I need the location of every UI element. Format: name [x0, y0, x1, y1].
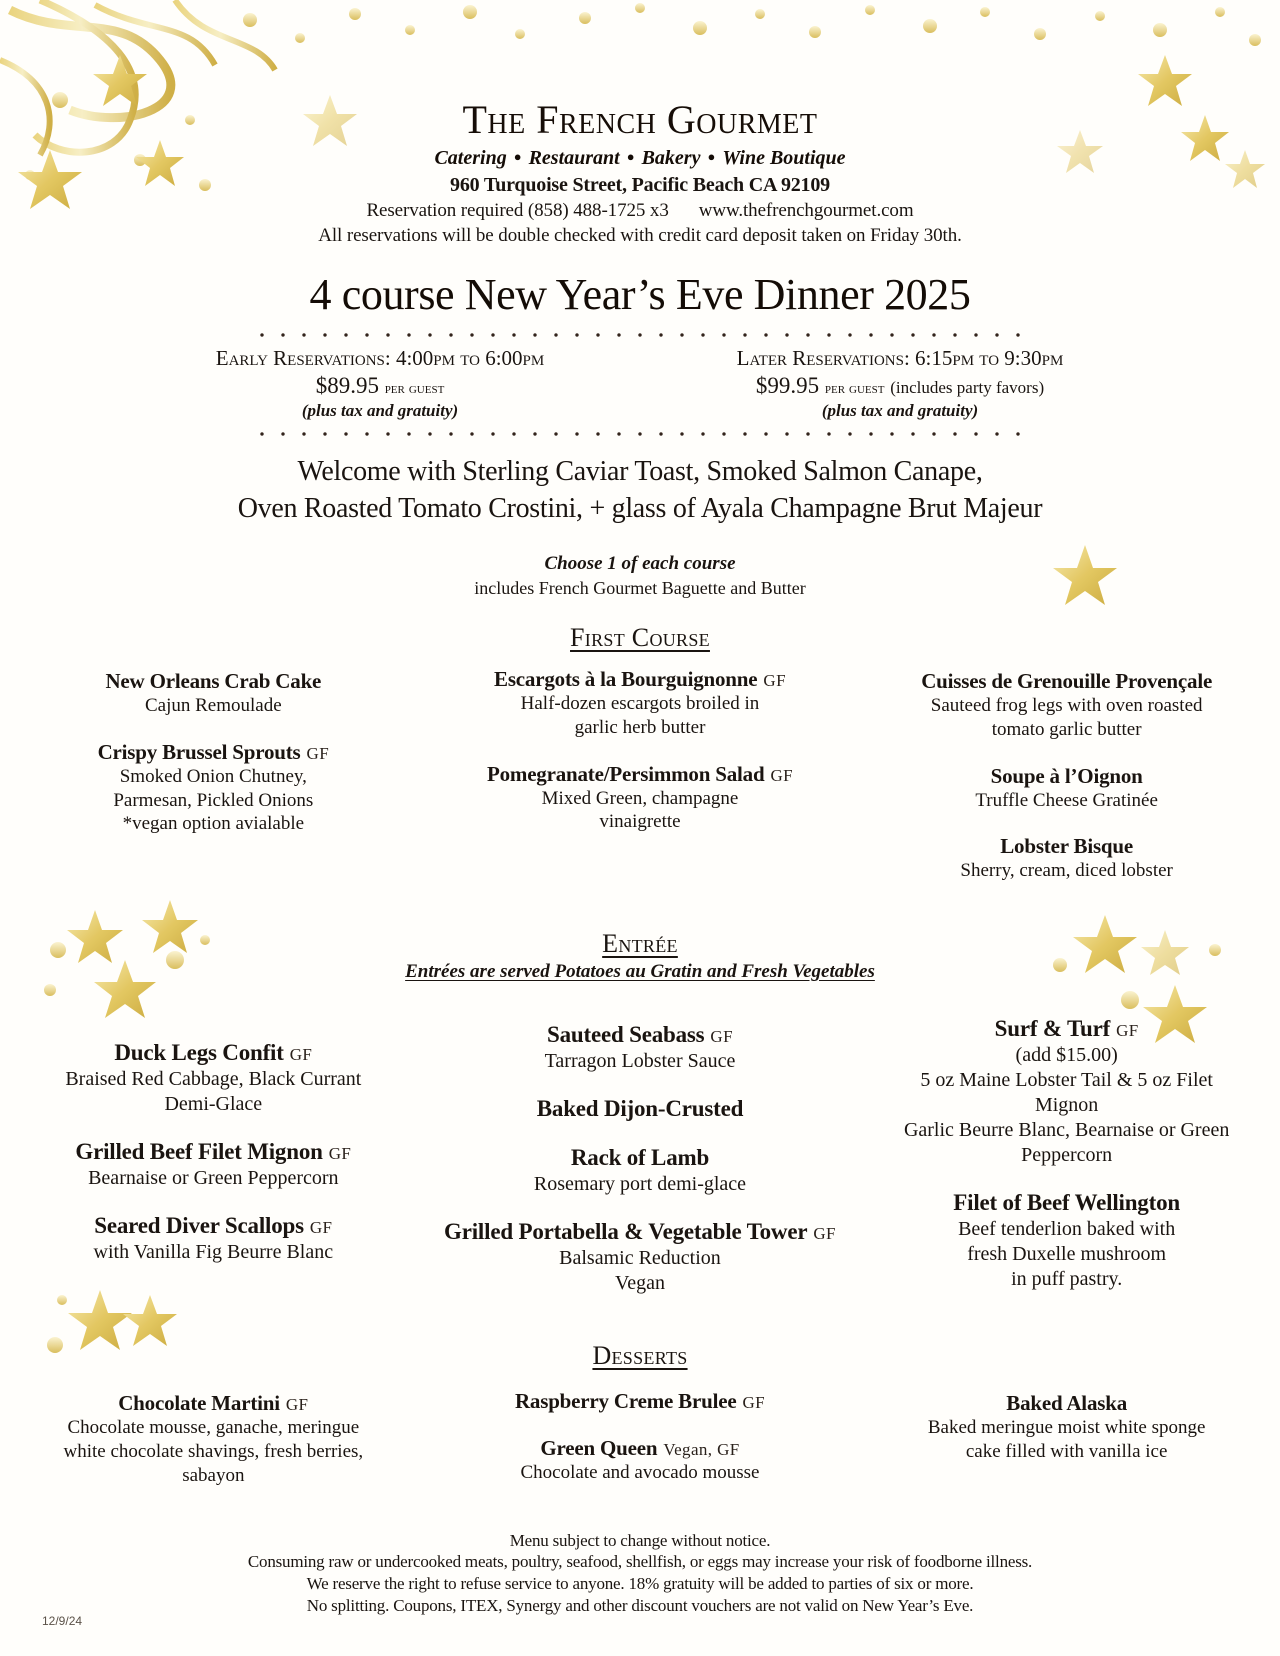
menu-item[interactable]	[433, 1218, 848, 1295]
menu-item[interactable]	[859, 669, 1274, 741]
course-column	[427, 667, 854, 904]
course-section	[0, 623, 1280, 904]
early-price-unit: per guest	[384, 380, 445, 397]
course-column	[0, 997, 427, 1318]
date-stamp: 12/9/24	[42, 1614, 83, 1628]
menu-item-description: Vegan	[614, 1272, 665, 1295]
menu-item-description: Half-dozen escargots broiled in	[520, 693, 760, 715]
welcome-section	[0, 453, 1280, 527]
later-price-extra: (includes party favors)	[890, 378, 1045, 397]
menu-item-description: cake filled with vanilla ice	[965, 1441, 1168, 1463]
menu-item-description: Cajun Remoulade	[144, 695, 282, 717]
menu-item[interactable]	[6, 1138, 421, 1190]
menu-item-description: Sherry, cream, diced lobster	[960, 860, 1173, 882]
reservations-section	[0, 346, 1280, 421]
later-price-unit: per guest	[824, 380, 885, 397]
welcome-line-2: Oven Roasted Tomato Crostini, + glass of Ayala Champagne Brut Majeur	[237, 493, 1043, 525]
menu-item-name	[433, 1144, 848, 1171]
course-heading: Entrée	[602, 928, 678, 958]
course-column	[853, 667, 1280, 904]
menu-item-name	[859, 669, 1274, 694]
service-bakery: Bakery	[641, 147, 701, 169]
menu-item[interactable]	[6, 1039, 421, 1116]
menu-item-title: Seared Diver Scallops	[94, 1213, 304, 1239]
menu-item[interactable]	[859, 834, 1274, 883]
menu-item-description: in puff pastry.	[1011, 1268, 1123, 1291]
dietary-badge: GF	[742, 1393, 765, 1413]
dietary-badge: Vegan, GF	[663, 1440, 740, 1460]
restaurant-header	[0, 0, 1280, 247]
course-column	[853, 1385, 1280, 1509]
later-reservation-price	[685, 373, 1115, 399]
menu-item[interactable]	[6, 1212, 421, 1264]
early-price-amount: $89.95	[315, 373, 379, 398]
menu-item-description: white chocolate shavings, fresh berries,	[63, 1441, 364, 1463]
menu-item[interactable]	[433, 1389, 848, 1414]
menu-item-description: (add $15.00)	[1015, 1044, 1118, 1067]
menu-item[interactable]	[433, 1436, 848, 1485]
menu-item-description: Tarragon Lobster Sauce	[544, 1050, 736, 1073]
footer-line: Consuming raw or undercooked meats, poultry, seafood, shellfish, or eggs may increase your risk of foodborne illness.	[247, 1552, 1033, 1572]
dietary-badge: GF	[289, 1044, 313, 1064]
menu-item-description: Chocolate and avocado mousse	[520, 1461, 760, 1483]
menu-item-name	[6, 1212, 421, 1239]
menu-item-title: Pomegranate/Persimmon Salad	[486, 761, 765, 786]
dietary-badge: GF	[328, 1144, 352, 1164]
menu-item[interactable]	[433, 1144, 848, 1196]
deposit-note: All reservations will be double checked with credit card deposit taken on Friday 30th.	[318, 225, 962, 246]
menu-item-title: Chocolate Martini	[118, 1391, 280, 1416]
menu-item-description: fresh Duxelle mushroom	[967, 1243, 1167, 1266]
dietary-badge: GF	[306, 744, 330, 764]
menu-item-title: Cuisses de Grenouille Provençale	[921, 669, 1213, 694]
menu-item-description: Baked meringue moist white sponge	[927, 1417, 1206, 1439]
menu-item-name	[6, 1039, 421, 1066]
dietary-badge: GF	[813, 1224, 836, 1244]
menu-item-title: Baked Dijon-Crusted	[536, 1096, 744, 1122]
menu-item[interactable]	[859, 764, 1274, 813]
menu-item-description: Bearnaise or Green Peppercorn	[88, 1167, 339, 1190]
early-reservation-label: Early Reservations: 4:00pm to 6:00pm	[215, 346, 545, 370]
bullet-separator-3: ●	[707, 149, 716, 164]
menu-item-name	[433, 1021, 848, 1048]
dietary-badge: GF	[1116, 1020, 1139, 1040]
course-columns	[0, 997, 1280, 1318]
course-section	[0, 1341, 1280, 1509]
menu-item-description: garlic herb butter	[574, 717, 706, 739]
course-heading: First Course	[570, 623, 710, 653]
footer-line: No splitting. Coupons, ITEX, Synergy and other discount vouchers are not valid on New Year’s Eve.	[306, 1595, 974, 1615]
menu-item-description: Mixed Green, champagne	[541, 787, 739, 809]
menu-item-name	[859, 1189, 1274, 1216]
menu-item-title: New Orleans Crab Cake	[105, 669, 322, 694]
dotted-divider-bottom	[250, 431, 1030, 437]
service-wine-boutique: Wine Boutique	[722, 147, 846, 169]
dietary-badge: GF	[309, 1218, 333, 1238]
later-reservation-block	[685, 346, 1115, 421]
reservation-phone: Reservation required (858) 488-1725 x3	[366, 200, 669, 221]
menu-item[interactable]	[6, 669, 421, 718]
course-column	[853, 997, 1280, 1318]
menu-item-name	[433, 1218, 848, 1245]
menu-item-title: Raspberry Creme Brulee	[514, 1389, 737, 1414]
dietary-badge: GF	[710, 1026, 733, 1046]
menu-item-name	[6, 1138, 421, 1165]
menu-item-description: Braised Red Cabbage, Black Currant	[65, 1068, 362, 1091]
bullet-separator-1: ●	[513, 149, 522, 164]
legal-footer	[0, 1530, 1280, 1617]
course-subheading: Entrées are served Potatoes au Gratin and Fresh Vegetables	[405, 960, 875, 982]
choose-instruction: Choose 1 of each course	[544, 553, 736, 575]
bullet-separator-2: ●	[626, 149, 635, 164]
menu-item[interactable]	[433, 667, 848, 739]
service-restaurant: Restaurant	[528, 147, 620, 169]
menu-item-description: Chocolate mousse, ganache, meringue	[67, 1417, 360, 1439]
welcome-line-1: Welcome with Sterling Caviar Toast, Smoked Salmon Canape,	[297, 456, 983, 487]
early-reservation-note: (plus tax and gratuity)	[301, 401, 459, 420]
menu-item[interactable]	[859, 1391, 1274, 1463]
menu-item-description: Sauteed frog legs with oven roasted	[930, 695, 1203, 717]
menu-item[interactable]	[6, 740, 421, 836]
menu-item[interactable]	[433, 762, 848, 834]
menu-item-name	[859, 834, 1274, 859]
reservation-contact	[0, 200, 1280, 222]
menu-item-name	[859, 1015, 1274, 1042]
menu-item-title: Sauteed Seabass	[547, 1021, 705, 1047]
includes-note: includes French Gourmet Baguette and Butter	[474, 578, 806, 599]
menu-item-name	[859, 1391, 1274, 1416]
menu-item-title: Rack of Lamb	[570, 1145, 710, 1171]
brand-name: The French Gourmet	[462, 97, 818, 142]
menu-item-description: Balsamic Reduction	[559, 1247, 721, 1270]
menu-item-title: Grilled Beef Filet Mignon	[75, 1139, 323, 1165]
early-reservation-price	[165, 373, 595, 399]
dietary-badge: GF	[285, 1395, 309, 1415]
menu-item[interactable]	[6, 1391, 421, 1487]
menu-item-description: 5 oz Maine Lobster Tail & 5 oz Filet	[920, 1069, 1213, 1092]
page-title: 4 course New Year’s Eve Dinner 2025	[309, 270, 971, 319]
later-reservation-note: (plus tax and gratuity)	[821, 401, 979, 420]
menu-item-description: with Vanilla Fig Beurre Blanc	[93, 1241, 334, 1264]
menu-item-title: Baked Alaska	[1006, 1391, 1127, 1416]
menu-item-title: Duck Legs Confit	[114, 1039, 284, 1065]
menu-item-title: Escargots à la Bourguignonne	[494, 667, 758, 692]
courses-container	[0, 623, 1280, 1509]
course-section	[0, 929, 1280, 1318]
course-heading: Desserts	[592, 1341, 688, 1371]
menu-item-description: *vegan option avialable	[122, 813, 305, 835]
menu-item-description: Rosemary port demi-glace	[533, 1173, 747, 1196]
menu-item-title: Filet of Beef Wellington	[953, 1190, 1180, 1216]
menu-item-description: Peppercorn	[1021, 1144, 1113, 1167]
menu-item-title: Lobster Bisque	[1000, 834, 1134, 859]
menu-item-description: tomato garlic butter	[991, 719, 1142, 741]
menu-item-name	[6, 669, 421, 694]
course-columns	[0, 1385, 1280, 1509]
menu-item-name	[6, 1391, 421, 1416]
course-column	[427, 1385, 854, 1509]
address: 960 Turquoise Street, Pacific Beach CA 92109	[450, 174, 830, 196]
menu-item-title: Green Queen	[540, 1436, 658, 1461]
later-reservation-label: Later Reservations: 6:15pm to 9:30pm	[736, 346, 1064, 370]
menu-item[interactable]	[859, 1015, 1274, 1167]
later-price-amount: $99.95	[755, 373, 820, 398]
dietary-badge: GF	[770, 765, 793, 785]
dietary-badge: GF	[763, 671, 786, 691]
menu-item-description: vinaigrette	[599, 811, 681, 833]
menu-item[interactable]	[433, 1021, 848, 1073]
menu-item[interactable]	[859, 1189, 1274, 1291]
brand-services	[0, 147, 1280, 170]
course-column	[427, 997, 854, 1318]
menu-item-description: Smoked Onion Chutney,	[119, 765, 307, 787]
menu-item-name	[433, 1095, 848, 1122]
early-reservation-block	[165, 346, 595, 421]
menu-item-description: Garlic Beurre Blanc, Bearnaise or Green	[903, 1119, 1230, 1142]
menu-item-title: Soupe à l’Oignon	[990, 763, 1143, 788]
menu-item-title: Grilled Portabella & Vegetable Tower	[444, 1219, 808, 1245]
menu-item-description: Parmesan, Pickled Onions	[113, 789, 314, 811]
menu-item[interactable]	[433, 1095, 848, 1122]
website-link[interactable]: www.thefrenchgourmet.com	[698, 200, 914, 221]
dotted-divider-top	[250, 332, 1030, 338]
menu-item-name	[433, 762, 848, 787]
menu-item-name	[433, 667, 848, 692]
menu-item-name	[433, 1436, 848, 1461]
menu-item-description: Beef tenderlion baked with	[958, 1218, 1176, 1241]
footer-line: Menu subject to change without notice.	[509, 1530, 771, 1550]
course-column	[0, 1385, 427, 1509]
menu-item-description: Demi-Glace	[164, 1093, 263, 1116]
menu-item-description: Truffle Cheese Gratinée	[975, 789, 1158, 811]
course-column	[0, 667, 427, 904]
menu-item-title: Surf & Turf	[994, 1015, 1111, 1041]
menu-item-name	[433, 1389, 848, 1414]
menu-item-description: Mignon	[1034, 1094, 1099, 1117]
footer-line: We reserve the right to refuse service to anyone. 18% gratuity will be added to parties of six or more.	[306, 1574, 974, 1594]
menu-item-name	[859, 764, 1274, 789]
course-columns	[0, 667, 1280, 904]
menu-item-name	[6, 740, 421, 765]
menu-item-title: Crispy Brussel Sprouts	[97, 740, 301, 765]
service-catering: Catering	[434, 147, 507, 169]
menu-item-description: sabayon	[182, 1464, 245, 1486]
